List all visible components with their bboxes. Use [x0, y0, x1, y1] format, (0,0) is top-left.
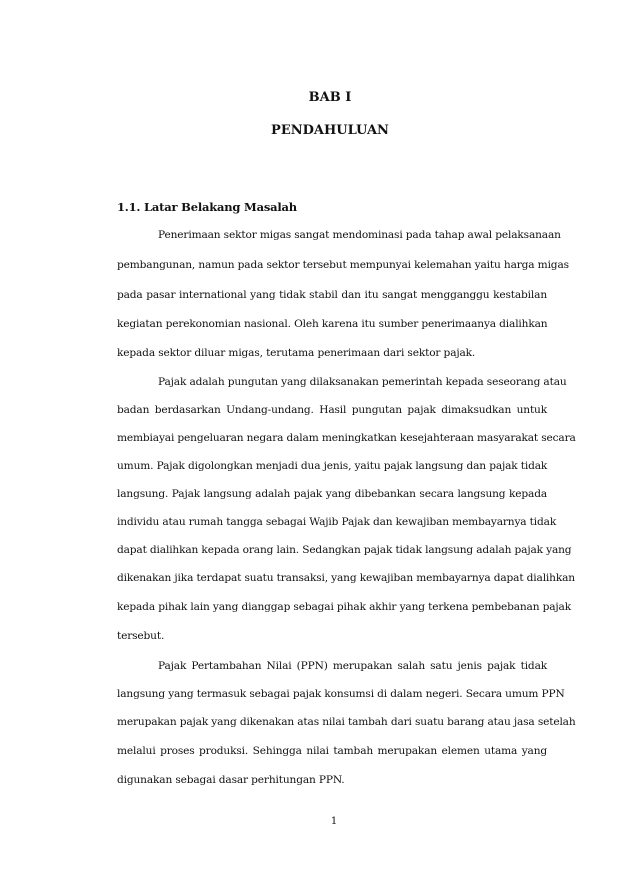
paragraph-line: kepada pihak lain yang dianggap sebagai pihak akhir yang terkena pembebanan pajak [117, 601, 571, 613]
paragraph-line: pada pasar international yang tidak stabil dan itu sangat mengganggu kestabilan [117, 289, 547, 301]
paragraph-line: Penerimaan sektor migas sangat mendominasi pada tahap awal pelaksanaan [158, 229, 561, 241]
paragraph-line: merupakan pajak yang dikenakan atas nilai tambah dari suatu barang atau jasa setelah [117, 716, 576, 728]
paragraph-line: kepada sektor diluar migas, terutama penerimaan dari sektor pajak. [117, 347, 476, 359]
paragraph-line: digunakan sebagai dasar perhitungan PPN. [117, 774, 345, 786]
chapter-title: PENDAHULUAN [271, 123, 389, 138]
paragraph-line: langsung. Pajak langsung adalah pajak yang dibebankan secara langsung kepada [117, 488, 547, 500]
paragraph-line: Pajak adalah pungutan yang dilaksanakan pemerintah kepada seseorang atau [158, 376, 567, 388]
paragraph-line: melalui proses produksi. Sehingga nilai tambah merupakan elemen utama yang [117, 745, 547, 757]
paragraph-line: kegiatan perekonomian nasional. Oleh karena itu sumber penerimaanya dialihkan [117, 318, 548, 330]
page-number: 1 [330, 816, 338, 827]
paragraph-line: langsung yang termasuk sebagai pajak konsumsi di dalam negeri. Secara umum PPN [117, 688, 565, 700]
section-heading: 1.1. Latar Belakang Masalah [117, 200, 297, 214]
paragraph-line: badan berdasarkan Undang-undang. Hasil pungutan pajak dimaksudkan untuk [117, 404, 547, 416]
paragraph-line: tersebut. [117, 630, 165, 642]
paragraph-line: Pajak Pertambahan Nilai (PPN) merupakan salah satu jenis pajak tidak [158, 660, 547, 672]
paragraph-line: umum. Pajak digolongkan menjadi dua jenis, yaitu pajak langsung dan pajak tidak [117, 460, 548, 472]
paragraph-line: dapat dialihkan kepada orang lain. Sedangkan pajak tidak langsung adalah pajak yang [117, 544, 572, 556]
paragraph-line: dikenakan jika terdapat suatu transaksi, yang kewajiban membayarnya dapat dialihkan [117, 572, 575, 584]
paragraph-line: membiayai pengeluaran negara dalam meningkatkan kesejahteraan masyarakat secara [117, 432, 576, 444]
paragraph-line: individu atau rumah tangga sebagai Wajib Pajak dan kewajiban membayarnya tidak [117, 516, 557, 528]
chapter-number: BAB I [308, 90, 352, 105]
paragraph-line: pembangunan, namun pada sektor tersebut mempunyai kelemahan yaitu harga migas [117, 259, 569, 271]
